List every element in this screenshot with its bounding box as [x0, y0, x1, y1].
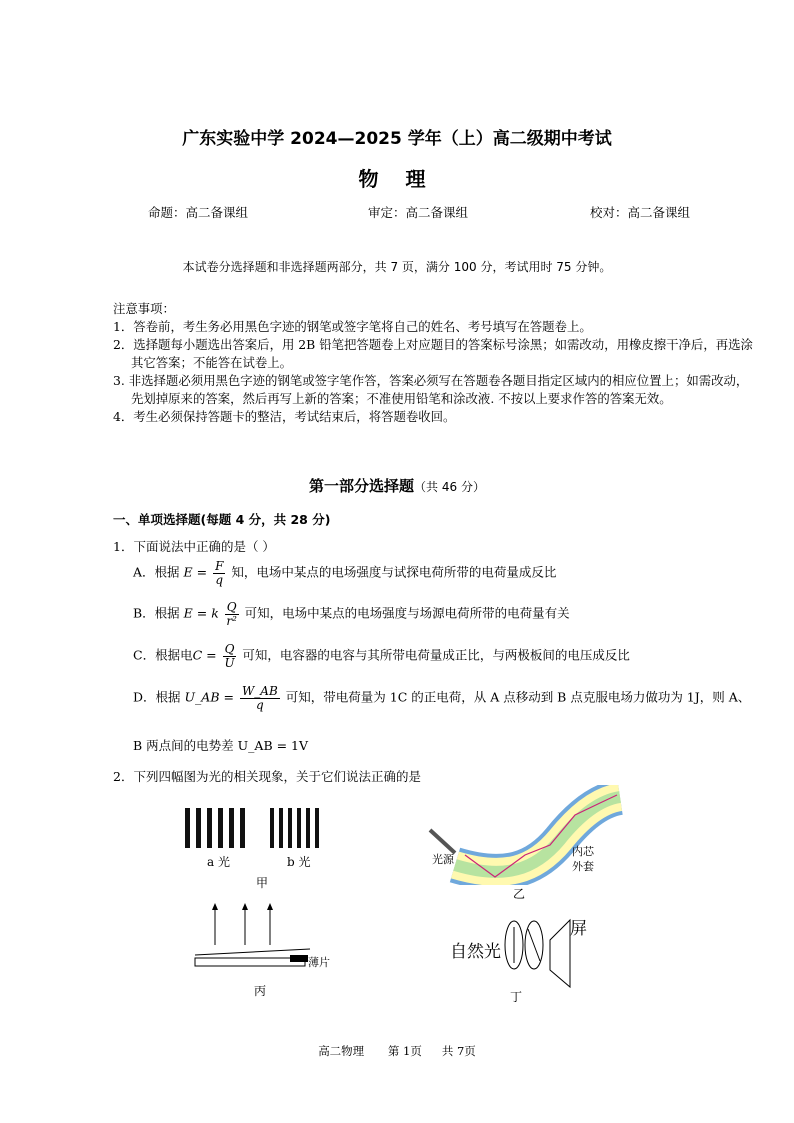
fig-jia-b-label: b 光 — [287, 855, 311, 869]
q1-option-c — [133, 643, 773, 669]
fig-bing-caption: 丙 — [254, 984, 267, 998]
footer-total: 共 7页 — [441, 1044, 476, 1058]
option-text: 可知，电场中某点的电场强度与场源电荷所带的电荷量有关 — [244, 605, 570, 621]
figure-bing — [190, 900, 320, 975]
fraction-den: r² — [226, 613, 237, 628]
fig-jia-a-label: a 光 — [207, 855, 230, 869]
notice-heading: 注意事项： — [113, 301, 175, 316]
fraction-num: W_AB — [241, 684, 278, 698]
figure-yi — [425, 785, 625, 885]
proposer: 命题：高二备课组 — [148, 205, 249, 220]
fig-yi-caption: 乙 — [513, 887, 526, 901]
option-prefix: A．根据 — [133, 564, 180, 580]
option-text: 可知，电容器的电容与其所带电荷量成正比，与两极板间的电压成反比 — [242, 647, 630, 663]
option-prefix: D．根据 — [133, 689, 181, 705]
subject-title: 物 理 — [358, 167, 436, 191]
q1-option-d-cont: B 两点间的电势差 U_AB = 1V — [133, 738, 309, 753]
fraction-num: Q — [226, 600, 237, 614]
exam-intro: 本试卷分选择题和非选择题两部分，共 7 页，满分 100 分，考试用时 75 分钟。 — [182, 260, 612, 274]
fraction-num: F — [215, 559, 224, 573]
q1-option-d — [133, 685, 783, 711]
notice-item: 3. 非选择题必须用黑色字迹的钢笔或签字笔作答，答案必须写在答题卷各题目指定区域内的相应位置上；如需改动，先划掉原来的答案，然后再写上新的答案；不准使用铅笔和涂改液. 不按以上要求作答的答案无效。 — [113, 373, 749, 406]
part-title — [0, 475, 794, 496]
fig-yi-cladding: 外套 — [572, 860, 594, 873]
q2-stem: 2．下列四幅图为光的相关现象，关于它们说法正确的是 — [113, 769, 421, 784]
q1-option-a — [133, 560, 773, 586]
part-score: （共 46 分） — [414, 480, 485, 494]
fraction-den: U — [224, 655, 235, 670]
exam-title: 广东实验中学 2024—2025 学年（上）高二级期中考试 — [182, 129, 612, 149]
q1-stem: 1．下面说法中正确的是（ ） — [113, 539, 275, 554]
part-title-text: 第一部分选择题 — [309, 477, 415, 495]
notice-block — [113, 300, 753, 426]
footer-page: 第 1页 — [387, 1044, 422, 1058]
option-text: 知，电场中某点的电场强度与试探电荷所带的电荷量成反比 — [231, 564, 557, 580]
notice-item: 4．考生必须保持答题卡的整洁，考试结束后，将答题卷收回。 — [113, 409, 456, 424]
fig-ding-caption: 丁 — [510, 990, 523, 1004]
q1-option-b — [133, 601, 773, 627]
formula-fraction — [223, 643, 237, 669]
option-prefix: B．根据 — [133, 605, 180, 621]
reviewer: 审定：高二备课组 — [368, 205, 469, 220]
formula-lhs: E = k — [183, 605, 219, 621]
notice-item: 1．答卷前，考生务必用黑色字迹的钢笔或签字笔将自己的姓名、考号填写在答题卷上。 — [113, 319, 592, 334]
figure-jia — [180, 803, 330, 883]
fig-ding-screen: 屏 — [570, 919, 587, 939]
formula-lhs: C = — [192, 647, 217, 663]
section-heading: 一、单项选择题(每题 4 分，共 28 分) — [113, 512, 331, 527]
formula-lhs: U_AB = — [184, 689, 234, 705]
fig-yi-source: 光源 — [432, 853, 454, 866]
formula-fraction — [240, 685, 280, 711]
fig-jia-caption: 甲 — [256, 876, 269, 890]
fraction-den: q — [256, 697, 264, 712]
fig-ding-light: 自然光 — [450, 942, 501, 962]
option-prefix: C．根据电 — [133, 647, 193, 663]
footer-subject: 高二物理 — [318, 1044, 365, 1058]
page-footer — [0, 1043, 794, 1059]
proofreader: 校对：高二备课组 — [590, 205, 691, 220]
fig-yi-core: 内芯 — [572, 845, 594, 858]
fraction-den: q — [215, 572, 224, 587]
formula-fraction — [225, 601, 239, 627]
option-text: 可知，带电荷量为 1C 的正电荷，从 A 点移动到 B 点克服电场力做功为 1J，则 A、 — [285, 689, 751, 705]
fraction-num: Q — [224, 642, 235, 656]
formula-lhs: E = — [183, 564, 208, 580]
fig-bing-slide: 薄片 — [308, 956, 330, 969]
notice-item: 2．选择题每小题选出答案后，用 2B 铅笔把答题卷上对应题目的答案标号涂黑；如需改动，用橡皮擦干净后，再选涂其它答案；不能答在试卷上。 — [113, 337, 753, 370]
formula-fraction — [213, 560, 225, 586]
